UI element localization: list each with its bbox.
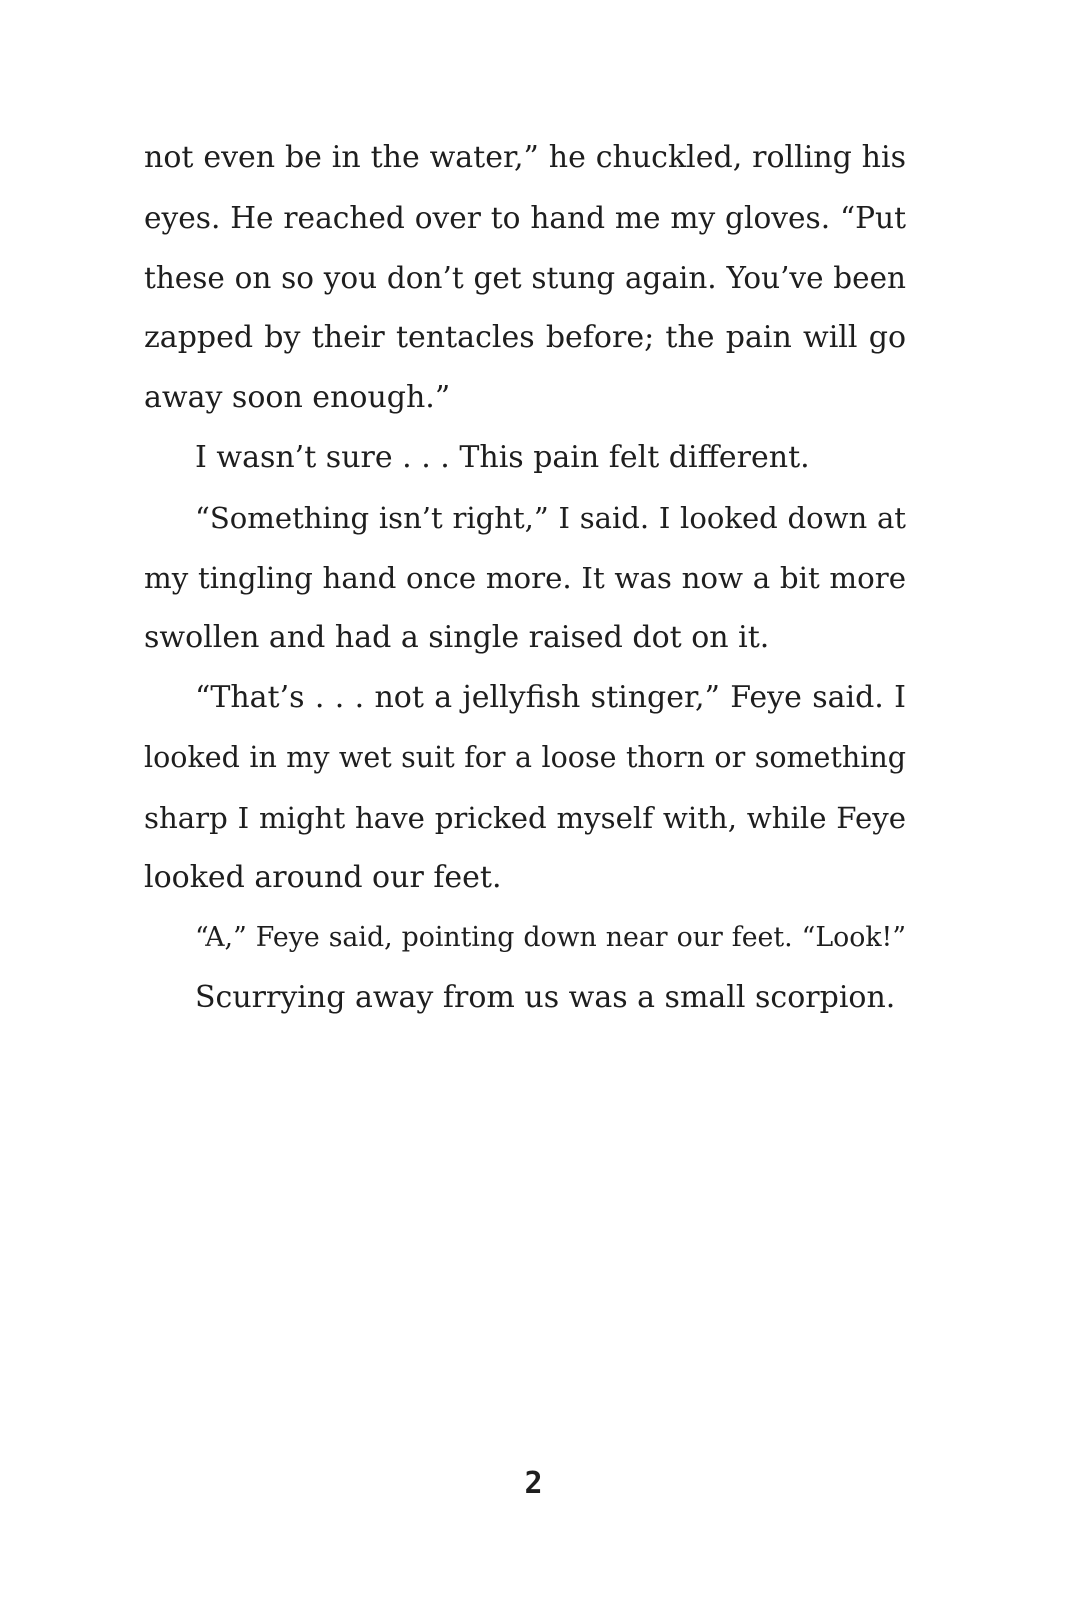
text-line-11: looked in my wet suit for a loose thorn or something xyxy=(144,741,906,774)
text-line-15: Scurrying away from us was a small scorpion. xyxy=(195,980,896,1015)
text-line-5: away soon enough.” xyxy=(144,380,451,415)
text-line-4: zapped by their tentacles before; the pain will go xyxy=(144,320,906,355)
text-line-6: I wasn’t sure . . . This pain felt different. xyxy=(195,440,810,475)
body-text xyxy=(144,128,906,1028)
text-line-13: looked around our feet. xyxy=(144,860,502,895)
text-line-10: “That’s . . . not a jellyfish stinger,” Feye said. I xyxy=(195,680,906,715)
text-line-12: sharp I might have pricked myself with, while Feye xyxy=(144,801,906,835)
text-line-1: not even be in the water,” he chuckled, rolling his xyxy=(144,140,906,175)
text-line-3: these on so you don’t get stung again. You’ve been xyxy=(144,261,906,295)
text-line-9: swollen and had a single raised dot on it. xyxy=(144,620,770,655)
text-line-7: “Something isn’t right,” I said. I looked down at xyxy=(195,501,906,535)
text-line-2: eyes. He reached over to hand me my gloves. “Put xyxy=(144,201,906,235)
text-line-14: “A,” Feye said, pointing down near our feet. “Look!” xyxy=(195,922,906,953)
page-number: 2 xyxy=(524,1466,543,1501)
text-line-8: my tingling hand once more. It was now a bit more xyxy=(144,561,906,595)
